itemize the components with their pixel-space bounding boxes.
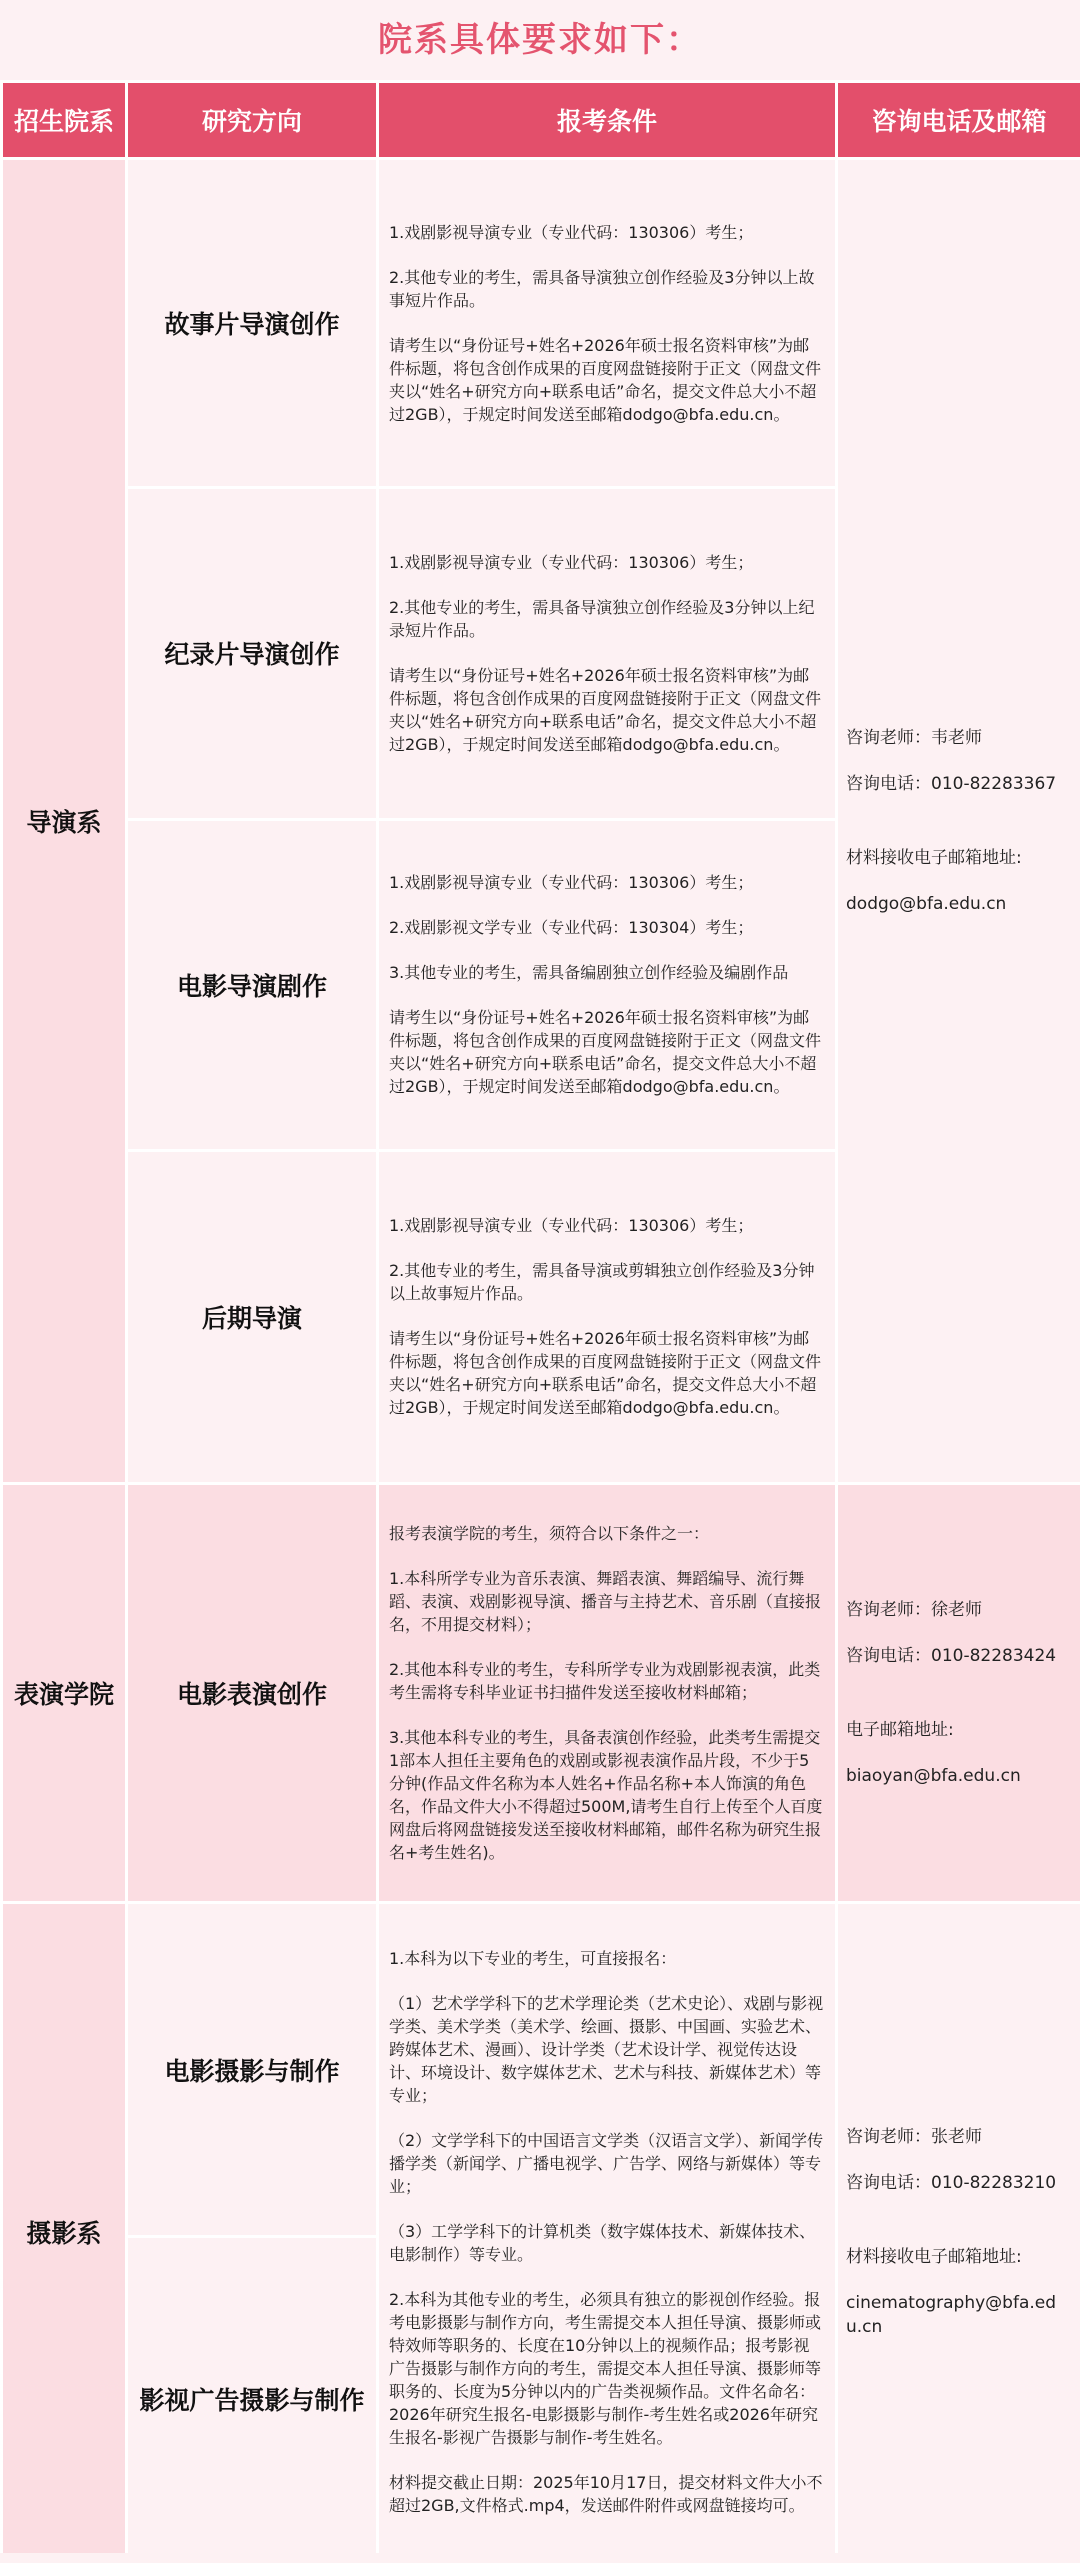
requirement-text: 2.戏剧影视文学专业（专业代码：130304）考生； xyxy=(389,918,754,938)
contact-phone: 咨询电话：010-82283424 xyxy=(846,1646,1057,1667)
table-row xyxy=(3,1904,1080,2234)
contact-teacher: 咨询老师：徐老师 xyxy=(846,1600,982,1621)
requirement-text: 1.本科所学专业为音乐表演、舞蹈表演、舞蹈编导、流行舞蹈、表演、戏剧影视导演、播音与主持艺术、音乐剧（直接报名，不用提交材料）； xyxy=(389,1569,822,1635)
contact-cell xyxy=(838,1485,1080,1901)
table-row xyxy=(3,1485,1080,1901)
contact-email-label: 材料接收电子邮箱地址: xyxy=(846,2247,1022,2268)
requirement-text: 请考生以“身份证号+姓名+2026年硕士报名资料审核”为邮件标题，将包含创作成果的百度网盘链接附于正文（网盘文件夹以“姓名+研究方向+联系电话”命名，提交文件总大小不超过2GB），于规定时间发送至邮箱dodgo@bfa.edu.cn。 xyxy=(389,335,822,424)
header-direction: 研究方向 xyxy=(128,83,376,157)
requirement-text: 材料提交截止日期：2025年10月17日，提交材料文件大小不超过2GB,文件格式.mp4，发送邮件附件或网盘链接均可。 xyxy=(389,2473,823,2516)
admission-table xyxy=(0,80,1080,2563)
requirements-cell xyxy=(379,821,835,1149)
direction-name: 纪录片导演创作 xyxy=(128,489,376,817)
requirement-text: 3.其他本科专业的考生，具备表演创作经验，此类考生需提交1部本人担任主要角色的戏剧或影视表演作品片段，不少于5分钟(作品文件名称为本人姓名+作品名称+本人饰演的角色名，作品文件大小不得超过500M,请考生自行上传至个人百度网盘后将网盘链接发送至接收材料邮箱，邮件名称为研究生报名+考生姓名)。 xyxy=(389,1728,823,1863)
requirements-cell xyxy=(379,1152,835,1482)
requirement-text: 请考生以“身份证号+姓名+2026年硕士报名资料审核”为邮件标题，将包含创作成果的百度网盘链接附于正文（网盘文件夹以“姓名+研究方向+联系电话”命名，提交文件总大小不超过2GB），于规定时间发送至邮箱dodgo@bfa.edu.cn。 xyxy=(389,1008,822,1097)
direction-name: 影视广告摄影与制作 xyxy=(128,2238,376,2560)
requirement-text: 1.戏剧影视导演专业（专业代码：130306）考生； xyxy=(389,1216,754,1236)
bottom-strip xyxy=(0,2553,1080,2563)
contact-email-label: 电子邮箱地址: xyxy=(846,1720,954,1741)
contact-cell xyxy=(838,1904,1080,2560)
requirements-cell xyxy=(379,1485,835,1901)
requirement-text: （3）工学学科下的计算机类（数字媒体技术、新媒体技术、电影制作）等专业。 xyxy=(389,2222,816,2265)
contact-phone: 咨询电话：010-82283367 xyxy=(846,774,1057,795)
requirement-text: （1）艺术学学科下的艺术学理论类（艺术史论）、戏剧与影视学类、美术学类（美术学、绘画、摄影、中国画、实验艺术、跨媒体艺术、漫画）、设计学类（艺术设计学、视觉传达设计、环境设计、数字媒体艺术、艺术与科技、新媒体艺术）等专业； xyxy=(389,1994,824,2106)
requirement-text: 1.本科为以下专业的考生，可直接报名： xyxy=(389,1949,677,1969)
requirements-cell xyxy=(379,489,835,817)
requirement-text: 3.其他专业的考生，需具备编剧独立创作经验及编剧作品 xyxy=(389,963,789,983)
contact-email[interactable]: dodgo@bfa.edu.cn xyxy=(846,894,1007,915)
requirement-text: 请考生以“身份证号+姓名+2026年硕士报名资料审核”为邮件标题，将包含创作成果的百度网盘链接附于正文（网盘文件夹以“姓名+研究方向+联系电话”命名，提交文件总大小不超过2GB），于规定时间发送至邮箱dodgo@bfa.edu.cn。 xyxy=(389,665,822,754)
header-requirements: 报考条件 xyxy=(379,83,835,157)
direction-name: 电影导演剧作 xyxy=(128,821,376,1149)
requirements-cell xyxy=(379,160,835,486)
requirement-text: 请考生以“身份证号+姓名+2026年硕士报名资料审核”为邮件标题，将包含创作成果的百度网盘链接附于正文（网盘文件夹以“姓名+研究方向+联系电话”命名，提交文件总大小不超过2GB），于规定时间发送至邮箱dodgo@bfa.edu.cn。 xyxy=(389,1329,822,1418)
contact-phone: 咨询电话：010-82283210 xyxy=(846,2173,1057,2194)
table-header-row xyxy=(3,83,1080,157)
direction-name: 电影表演创作 xyxy=(128,1485,376,1901)
requirement-text: 1.戏剧影视导演专业（专业代码：130306）考生； xyxy=(389,222,754,242)
direction-name: 故事片导演创作 xyxy=(128,160,376,486)
department-name: 表演学院 xyxy=(3,1485,125,1901)
requirement-text: 2.其他专业的考生，需具备导演独立创作经验及3分钟以上故事短片作品。 xyxy=(389,267,815,310)
contact-email[interactable]: cinematography@bfa.edu.cn xyxy=(846,2293,1057,2338)
requirement-text: 2.其他本科专业的考生，专科所学专业为戏剧影视表演，此类考生需将专科毕业证书扫描件发送至接收材料邮箱； xyxy=(389,1660,821,1703)
page-title: 院系具体要求如下： xyxy=(0,0,1080,80)
requirement-text: 2.其他专业的考生，需具备导演独立创作经验及3分钟以上纪录短片作品。 xyxy=(389,597,815,640)
direction-name: 电影摄影与制作 xyxy=(128,1904,376,2234)
header-department: 招生院系 xyxy=(3,83,125,157)
requirement-text: 2.其他专业的考生，需具备导演或剪辑独立创作经验及3分钟以上故事短片作品。 xyxy=(389,1261,815,1304)
direction-name: 后期导演 xyxy=(128,1152,376,1482)
requirement-text: 1.戏剧影视导演专业（专业代码：130306）考生； xyxy=(389,552,754,572)
contact-teacher: 咨询老师：张老师 xyxy=(846,2127,982,2148)
contact-email[interactable]: biaoyan@bfa.edu.cn xyxy=(846,1766,1021,1787)
requirement-text: （2）文学学科下的中国语言文学类（汉语言文学）、新闻学传播学类（新闻学、广播电视学、广告学、网络与新媒体）等专业； xyxy=(389,2131,824,2197)
department-name: 导演系 xyxy=(3,160,125,1482)
contact-cell xyxy=(838,160,1080,1482)
contact-teacher: 咨询老师：韦老师 xyxy=(846,728,982,749)
requirement-text: 1.戏剧影视导演专业（专业代码：130306）考生； xyxy=(389,873,754,893)
requirement-text: 2.本科为其他专业的考生，必须具有独立的影视创作经验。报考电影摄影与制作方向，考生需提交本人担任导演、摄影师或特效师等职务的、长度在10分钟以上的视频作品；报考影视广告摄影与制作方向的考生，需提交本人担任导演、摄影师等职务的、长度为5分钟以内的广告类视频作品。文件名命名：2026年研究生报名-电影摄影与制作-考生姓名或2026年研究生报名-影视广告摄影与制作-考生姓名。 xyxy=(389,2290,822,2448)
table-row xyxy=(3,160,1080,486)
department-name: 摄影系 xyxy=(3,1904,125,2560)
requirements-cell xyxy=(379,1904,835,2560)
requirement-text: 报考表演学院的考生，须符合以下条件之一： xyxy=(389,1524,710,1544)
contact-email-label: 材料接收电子邮箱地址: xyxy=(846,848,1022,869)
header-contact: 咨询电话及邮箱 xyxy=(838,83,1080,157)
